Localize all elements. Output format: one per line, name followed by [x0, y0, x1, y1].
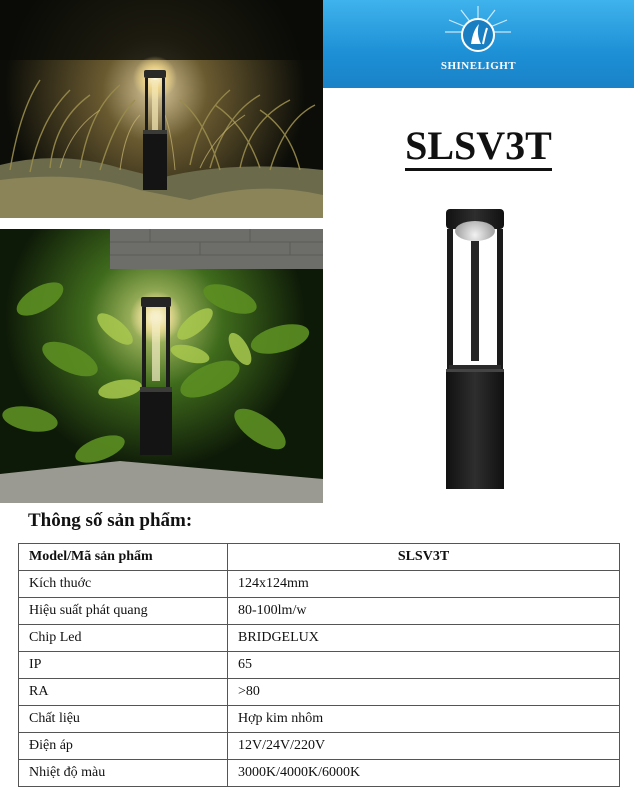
product-image	[440, 205, 510, 500]
table-row	[19, 706, 620, 733]
brand-logo	[323, 0, 634, 88]
garden-photo-grass	[0, 0, 323, 218]
spec-value: 124x124mm	[228, 571, 620, 598]
spec-value: 80-100lm/w	[228, 598, 620, 625]
table-row	[19, 733, 620, 760]
spec-label: Nhiệt độ màu	[19, 760, 228, 787]
shinelight-emblem-icon	[323, 0, 634, 88]
spec-label: Điện áp	[19, 733, 228, 760]
spec-value: 65	[228, 652, 620, 679]
product-model-title	[323, 122, 634, 170]
specs-heading: Thông số sản phẩm:	[28, 510, 193, 531]
spec-label: RA	[19, 679, 228, 706]
header-label: Model/Mã sản phẩm	[19, 544, 228, 571]
table-row	[19, 652, 620, 679]
spec-value: BRIDGELUX	[228, 625, 620, 652]
spec-label: Chip Led	[19, 625, 228, 652]
spec-value: 3000K/4000K/6000K	[228, 760, 620, 787]
spec-label: Kích thuớc	[19, 571, 228, 598]
table-row	[19, 679, 620, 706]
product-model-text: SLSV3T	[405, 123, 552, 171]
spec-label: IP	[19, 652, 228, 679]
brand-name: SHINELIGHT	[440, 60, 517, 72]
spec-value: 12V/24V/220V	[228, 733, 620, 760]
spec-label: Chất liệu	[19, 706, 228, 733]
spec-value: >80	[228, 679, 620, 706]
garden-photo-foliage	[0, 229, 323, 503]
spec-value: Hợp kim nhôm	[228, 706, 620, 733]
table-row	[19, 625, 620, 652]
header-value: SLSV3T	[228, 544, 620, 571]
specs-table	[18, 543, 620, 787]
table-row	[19, 571, 620, 598]
spec-label: Hiệu suất phát quang	[19, 598, 228, 625]
table-header-row	[19, 544, 620, 571]
table-row	[19, 760, 620, 787]
table-row	[19, 598, 620, 625]
